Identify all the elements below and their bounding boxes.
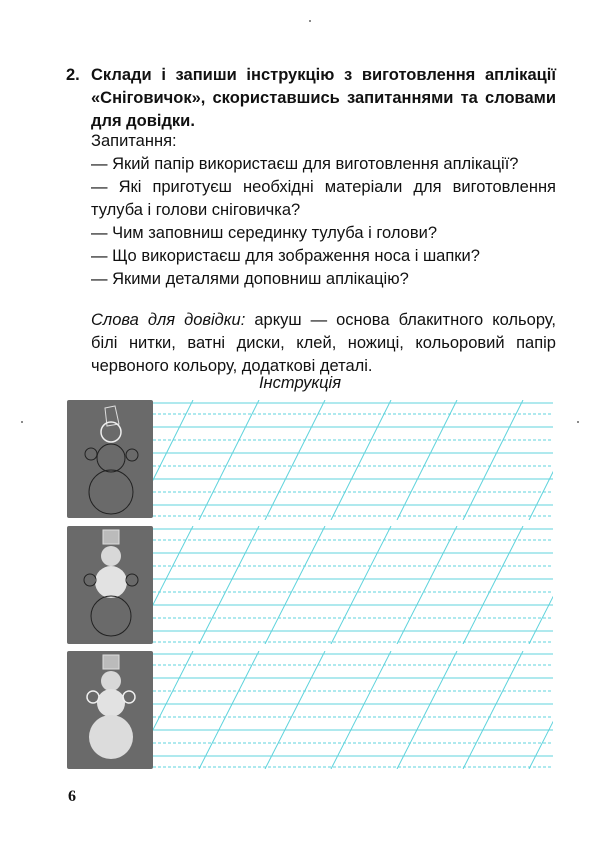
task-number: 2. [66,66,80,84]
ruling-slant-line [199,526,259,644]
snowman-finished-image [67,651,153,769]
ruling-slant-line [199,400,259,520]
hint-text: аркуш — основа блакитного кольору, білі нитки, ватні диски, клей, ножиці, кольоровий папір червоного кольору, додаткові деталі. [91,311,556,375]
ruling-slant-line [331,651,391,769]
ruling-slant-line [153,526,193,644]
writing-lines-3 [153,651,553,769]
task-title: Склади і запиши інструкцію з виготовлення аплікації «Сніговичок», скориставшись запитаннями та словами для довідки. [91,66,556,130]
ruling-slant-line [397,651,457,769]
page-number: 6 [68,788,76,805]
print-mark [577,421,579,423]
writing-lines-2 [153,526,553,644]
writing-lines-1 [153,400,553,520]
snowman-outline-photo [67,400,153,518]
ruling-slant-line [463,651,523,769]
questions-label: Запитання: [91,132,177,150]
ruling-slant-line [265,400,325,520]
question-item: — Які приготуєш необхідні матеріали для виготовлення тулуба і голови сніговичка? [91,178,556,219]
ruling-svg [153,651,553,769]
ruling-slant-line [265,651,325,769]
question-item: — Який папір використаєш для виготовлення аплікації? [91,155,519,173]
hint-label: Слова для довідки: [91,311,246,329]
questions-block [91,130,556,291]
hint-block [91,309,556,378]
question-item: — Що використаєш для зображення носа і шапки? [91,247,480,265]
snowman-partial-image [67,526,153,644]
ruling-slant-line [153,651,193,769]
ruling-slant-line [397,400,457,520]
ruling-slant-line [529,651,553,769]
ruling-slant-line [529,400,553,520]
instruction-title: Інструкція [258,374,342,392]
ruling-slant-line [529,526,553,644]
ruling-svg [153,526,553,644]
ruling-slant-line [265,526,325,644]
ruling-slant-line [199,651,259,769]
snowman-finished-photo [67,651,153,769]
question-item: — Якими деталями доповниш аплікацію? [91,270,409,288]
ruling-slant-line [331,400,391,520]
ruling-slant-line [331,526,391,644]
ruling-slant-line [153,400,193,520]
ruling-slant-line [463,526,523,644]
ruling-slant-line [463,400,523,520]
snowman-outline-image [67,400,153,518]
ruling-slant-line [397,526,457,644]
ruling-svg [153,400,553,520]
question-item: — Чим заповниш серединку тулуба і голови? [91,224,438,242]
snowman-partial-photo [67,526,153,644]
print-mark [21,421,23,423]
task-block [66,64,556,133]
print-mark [309,20,311,22]
